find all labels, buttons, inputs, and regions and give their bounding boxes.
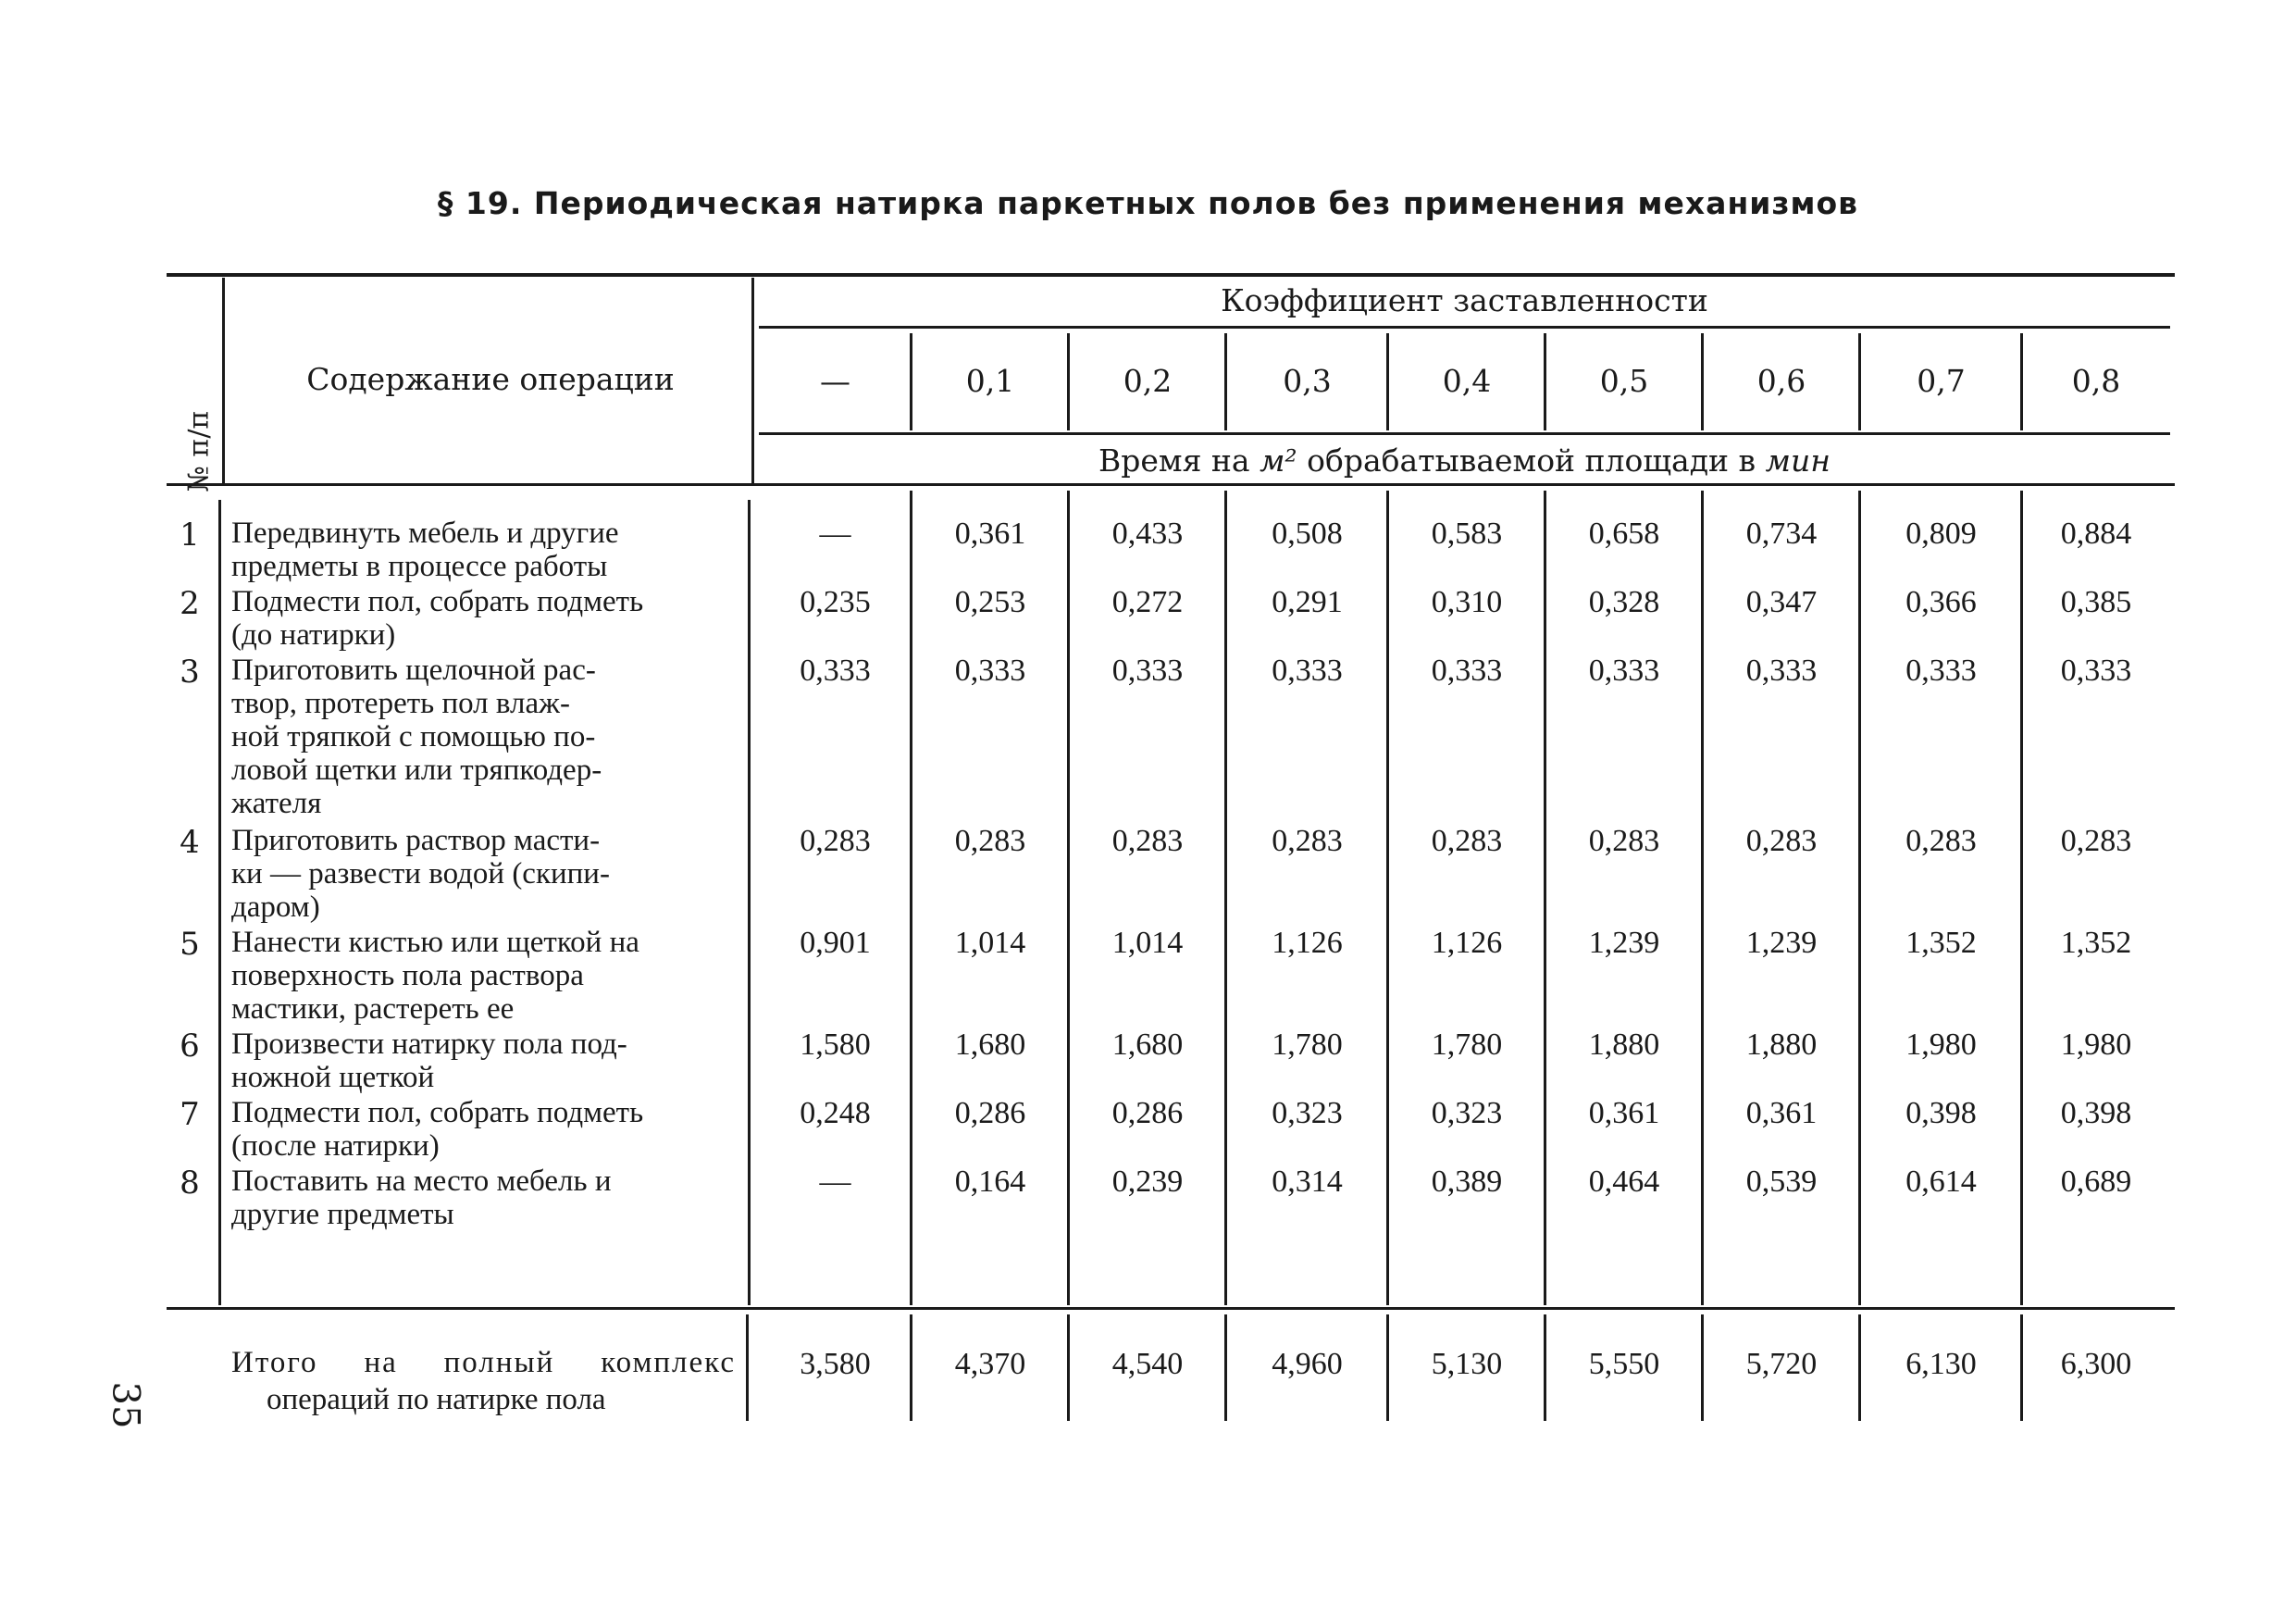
- table-cell: 1,780: [1272, 1027, 1343, 1062]
- table-cell: 0,239: [1111, 1164, 1184, 1199]
- table-cell: 0,283: [954, 824, 1026, 858]
- table-cell: 1,352: [2060, 926, 2132, 960]
- coef-header-cell: 0,5: [1599, 363, 1649, 399]
- table-cell: 0,333: [1431, 654, 1503, 688]
- operation-text: Подмести пол, собрать подметь (после натирки): [231, 1096, 644, 1163]
- table-cell: 1,014: [954, 926, 1026, 960]
- table-cell: 0,583: [1431, 517, 1503, 551]
- total-label: [231, 1344, 736, 1418]
- operation-text: Приготовить щелочной рас- твор, протереть пол влаж- ной тряпкой с помощью по- ловой щетки или тряпкодер- жателя: [231, 654, 602, 820]
- col-divider: [751, 278, 754, 483]
- total-cell: 3,580: [800, 1347, 871, 1381]
- coef-header: Коэффициент заставленности: [1221, 282, 1708, 318]
- table-cell: 1,880: [1745, 1027, 1818, 1062]
- coef-header-cell: —: [820, 363, 850, 399]
- table-cell: 0,433: [1111, 517, 1184, 551]
- coef-header-cell: 0,6: [1756, 363, 1806, 399]
- table-cell: 0,283: [800, 824, 871, 858]
- page-title: § 19. Периодическая натирка паркетных полов без применения механизмов: [437, 185, 1859, 221]
- table-cell: —: [819, 1164, 851, 1199]
- table-cell: 0,235: [800, 585, 871, 619]
- row-number: 5: [180, 926, 200, 963]
- table-cell: 0,283: [1745, 824, 1818, 858]
- coef-header-cell: 0,2: [1123, 363, 1173, 399]
- total-cell: 4,540: [1111, 1347, 1184, 1381]
- table-cell: 0,901: [800, 926, 871, 960]
- table-cell: 0,328: [1588, 585, 1660, 619]
- coef-header-cell: 0,4: [1442, 363, 1492, 399]
- row-number: 8: [180, 1164, 200, 1202]
- operation-text: Произвести натирку пола под- ножной щеткой: [231, 1027, 627, 1094]
- table-cell: 0,310: [1431, 585, 1503, 619]
- col-divider: [222, 278, 225, 483]
- table-cell: 0,398: [1905, 1096, 1977, 1130]
- total-cell: 6,130: [1905, 1347, 1977, 1381]
- table-cell: 1,239: [1588, 926, 1660, 960]
- total-cell: 4,960: [1272, 1347, 1343, 1381]
- num-header: № п/п: [182, 410, 216, 492]
- table-cell: 0,361: [1588, 1096, 1660, 1130]
- coef-header-cell: 0,8: [2071, 363, 2121, 399]
- table-cell: 0,272: [1111, 585, 1184, 619]
- total-rule: [167, 1307, 2175, 1310]
- total-cell: 5,130: [1431, 1347, 1503, 1381]
- operation-text: Подмести пол, собрать подметь (до натирки): [231, 585, 644, 652]
- table-cell: 1,239: [1745, 926, 1818, 960]
- table-cell: 0,323: [1431, 1096, 1503, 1130]
- table-cell: 1,680: [1111, 1027, 1184, 1062]
- table-cell: 0,508: [1272, 517, 1343, 551]
- table-cell: 0,283: [1588, 824, 1660, 858]
- time-label-min: мин: [1765, 442, 1831, 479]
- total-cell: 6,300: [2060, 1347, 2132, 1381]
- table-cell: 0,286: [954, 1096, 1026, 1130]
- table-cell: 0,333: [2060, 654, 2132, 688]
- table-cell: 0,283: [1272, 824, 1343, 858]
- operation-text: Поставить на место мебель и другие предметы: [231, 1164, 612, 1231]
- table-cell: 1,980: [1905, 1027, 1977, 1062]
- table-cell: 0,333: [954, 654, 1026, 688]
- table-cell: 0,361: [954, 517, 1026, 551]
- table-cell: 1,126: [1272, 926, 1343, 960]
- table-cell: 0,539: [1745, 1164, 1818, 1199]
- row-number: 2: [180, 585, 200, 622]
- table-cell: 0,323: [1272, 1096, 1343, 1130]
- table-cell: 0,689: [2060, 1164, 2132, 1199]
- table-cell: 0,333: [1745, 654, 1818, 688]
- total-label-line1: Итого на полный комплекс: [231, 1346, 736, 1379]
- table-cell: 0,283: [1111, 824, 1184, 858]
- row-number: 3: [180, 654, 200, 691]
- row-number: 1: [180, 517, 200, 554]
- time-header: [759, 442, 2170, 479]
- top-rule: [167, 273, 2175, 277]
- table-cell: 0,253: [954, 585, 1026, 619]
- table-cell: 1,780: [1431, 1027, 1503, 1062]
- table-cell: 0,283: [1905, 824, 1977, 858]
- table-cell: 0,464: [1588, 1164, 1660, 1199]
- table-cell: 0,658: [1588, 517, 1660, 551]
- table-cell: 0,333: [1111, 654, 1184, 688]
- table-cell: 0,734: [1745, 517, 1818, 551]
- table-cell: 0,248: [800, 1096, 871, 1130]
- row-number: 4: [180, 824, 200, 861]
- operation-text: Нанести кистью или щеткой на поверхность пола раствора мастики, растереть ее: [231, 926, 639, 1026]
- page-number: 35: [104, 1381, 147, 1429]
- table-cell: 0,286: [1111, 1096, 1184, 1130]
- table-cell: 0,333: [1905, 654, 1977, 688]
- table-cell: 0,398: [2060, 1096, 2132, 1130]
- table-cell: 0,164: [954, 1164, 1026, 1199]
- table-cell: 1,580: [800, 1027, 871, 1062]
- table-cell: 0,361: [1745, 1096, 1818, 1130]
- table-cell: 1,680: [954, 1027, 1026, 1062]
- table-cell: 1,352: [1905, 926, 1977, 960]
- time-rule: [759, 432, 2170, 435]
- table-cell: 0,291: [1272, 585, 1343, 619]
- header-bottom-rule: [167, 483, 2175, 486]
- operation-text: Передвинуть мебель и другие предметы в процессе работы: [231, 517, 619, 583]
- coef-header-cell: 0,1: [965, 363, 1015, 399]
- time-label-pre: Время на: [1098, 442, 1260, 479]
- row-number: 6: [180, 1027, 200, 1065]
- table-cell: 1,014: [1111, 926, 1184, 960]
- operation-text: Приготовить раствор масти- ки — развести водой (скипи- даром): [231, 824, 610, 924]
- col-divider: [748, 500, 751, 1305]
- row-number: 7: [180, 1096, 200, 1133]
- coef-header-cell: 0,3: [1283, 363, 1332, 399]
- total-cell: 4,370: [954, 1347, 1026, 1381]
- total-cell: 5,720: [1745, 1347, 1818, 1381]
- total-label-line2: операций по натирке пола: [267, 1383, 606, 1416]
- table-cell: 0,809: [1905, 517, 1977, 551]
- time-label-mid: обрабатываемой площади в: [1297, 442, 1766, 479]
- table-cell: 0,283: [2060, 824, 2132, 858]
- table-cell: 0,347: [1745, 585, 1818, 619]
- table-cell: 0,333: [800, 654, 871, 688]
- operation-header: Содержание операции: [306, 361, 675, 397]
- table-cell: 0,366: [1905, 585, 1977, 619]
- col-divider: [218, 500, 221, 1305]
- table-cell: 0,389: [1431, 1164, 1503, 1199]
- table-cell: 0,333: [1588, 654, 1660, 688]
- table-cell: 0,884: [2060, 517, 2132, 551]
- table-cell: 1,980: [2060, 1027, 2132, 1062]
- table-cell: 0,314: [1272, 1164, 1343, 1199]
- table-cell: 0,333: [1272, 654, 1343, 688]
- time-label-unit: м²: [1260, 442, 1297, 479]
- table-cell: 0,385: [2060, 585, 2132, 619]
- table-cell: 0,283: [1431, 824, 1503, 858]
- table-cell: 1,880: [1588, 1027, 1660, 1062]
- coef-rule: [759, 326, 2170, 329]
- col-divider: [746, 1314, 749, 1421]
- coef-header-cell: 0,7: [1917, 363, 1966, 399]
- table-cell: —: [819, 517, 851, 551]
- total-cell: 5,550: [1588, 1347, 1660, 1381]
- table-cell: 0,614: [1905, 1164, 1977, 1199]
- table-cell: 1,126: [1431, 926, 1503, 960]
